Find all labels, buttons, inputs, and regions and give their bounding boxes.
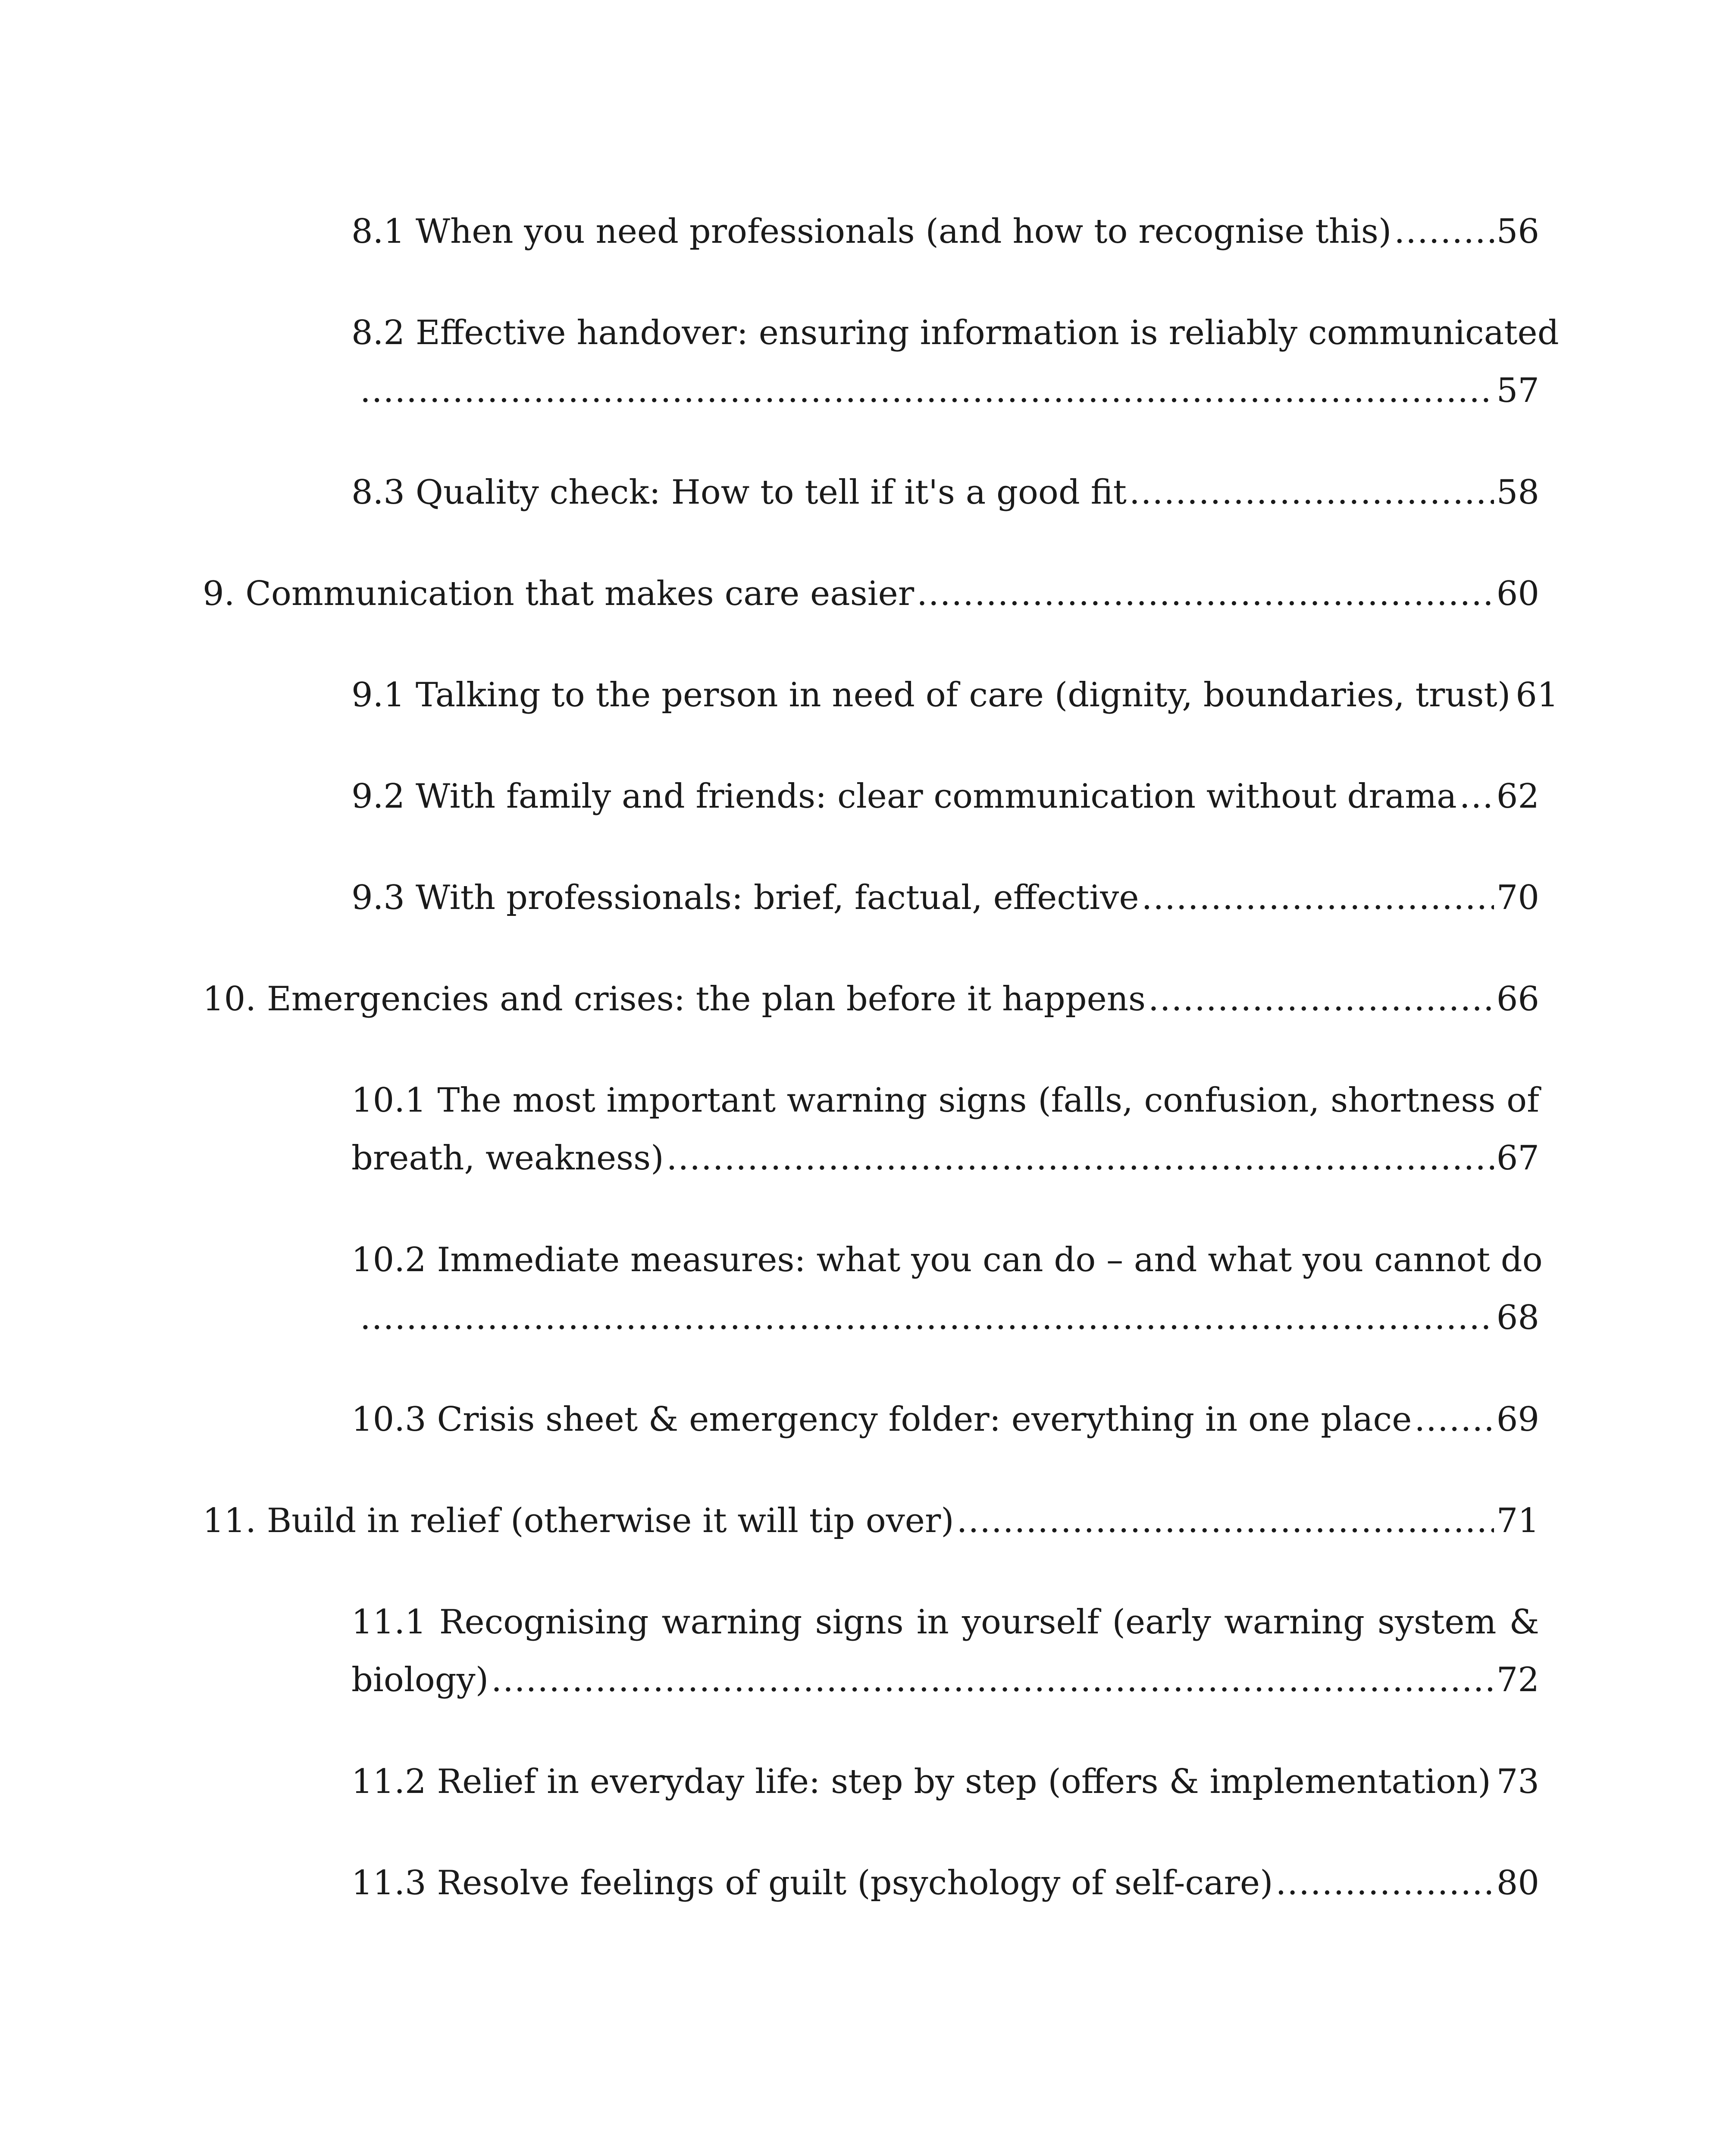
toc-page-number: 62 [1496,777,1539,816]
toc-entry-title: 11.3 Resolve feelings of guilt (psychology of self-care) [351,1864,1273,1902]
dot-leader [491,1651,1494,1709]
toc-entry-title: 11. Build in relief (otherwise it will tip over) [203,1501,954,1540]
toc-entry-11-2[interactable] [351,1753,1539,1811]
toc-entry-title: 9.3 With professionals: brief, factual, effective [351,878,1139,917]
toc-entry-title: 9. Communication that makes care easier [203,574,915,613]
dot-leader [1414,1391,1494,1448]
toc-page-number: 58 [1496,473,1539,512]
toc-page-number: 80 [1496,1864,1539,1902]
toc-entry-title: 9.1 Talking to the person in need of care (dignity, boundaries, trust) [351,676,1511,714]
toc-page-number: 56 [1496,212,1539,251]
dot-leader [957,1492,1494,1550]
toc-entry-title: 9.2 With family and friends: clear communication without drama [351,777,1457,816]
toc-entry-11-1[interactable] [351,1593,1539,1709]
dot-leader [360,362,1494,420]
toc-entry-title-continued: breath, weakness) [351,1139,664,1178]
toc-entry-10-2[interactable] [351,1231,1543,1347]
toc-entry-title: 8.2 Effective handover: ensuring information is reliably communicated [351,313,1559,352]
toc-page-number: 68 [1496,1298,1539,1337]
toc-page-number: 71 [1496,1501,1539,1540]
toc-entry-9-2[interactable] [351,768,1539,825]
toc-entry-8-2[interactable] [351,304,1559,420]
toc-page-number: 67 [1496,1139,1539,1178]
toc-entry-title: 11.1 Recognising warning signs in yourself (early warning system & [351,1603,1539,1642]
toc-entry-11[interactable] [203,1492,1539,1550]
toc-page-number: 60 [1496,574,1539,613]
toc-page-number: 70 [1496,878,1539,917]
dot-leader [667,1129,1494,1187]
toc-page-number: 66 [1496,980,1539,1018]
toc-page-number: 72 [1496,1661,1539,1699]
toc-page-number: 73 [1496,1762,1539,1801]
toc-entry-title: 10. Emergencies and crises: the plan before it happens [203,980,1146,1018]
dot-leader [1129,464,1494,521]
toc-entry-title: 10.1 The most important warning signs (falls, confusion, shortness of [351,1081,1539,1120]
dot-leader [917,565,1494,623]
dot-leader [1148,970,1494,1028]
toc-entry-8-3[interactable] [351,464,1539,521]
toc-entry-title: 11.2 Relief in everyday life: step by step (offers & implementation) [351,1762,1491,1801]
dot-leader [1142,869,1494,927]
toc-entry-8-1[interactable] [351,203,1539,260]
toc-entry-9-3[interactable] [351,869,1539,927]
dot-leader [1276,1854,1494,1912]
toc-entry-10-3[interactable] [351,1391,1539,1448]
toc-entry-title: 10.2 Immediate measures: what you can do – and what you cannot do [351,1241,1543,1279]
toc-entry-10[interactable] [203,970,1539,1028]
toc-entry-title: 8.3 Quality check: How to tell if it's a good fit [351,473,1127,512]
toc-entry-11-3[interactable] [351,1854,1539,1912]
toc-page-number: 61 [1516,676,1559,714]
toc-entry-9[interactable] [203,565,1539,623]
toc-page-number: 57 [1496,371,1539,410]
toc-entry-title-continued: biology) [351,1661,489,1699]
toc-entry-9-1[interactable] [351,666,1559,724]
dot-leader [360,1289,1494,1347]
dot-leader [1460,768,1494,825]
dot-leader [1394,203,1494,260]
toc-entry-10-1[interactable] [351,1072,1539,1187]
toc-entry-title: 8.1 When you need professionals (and how to recognise this) [351,212,1392,251]
toc-entry-title: 10.3 Crisis sheet & emergency folder: everything in one place [351,1400,1412,1439]
toc-page-number: 69 [1496,1400,1539,1439]
